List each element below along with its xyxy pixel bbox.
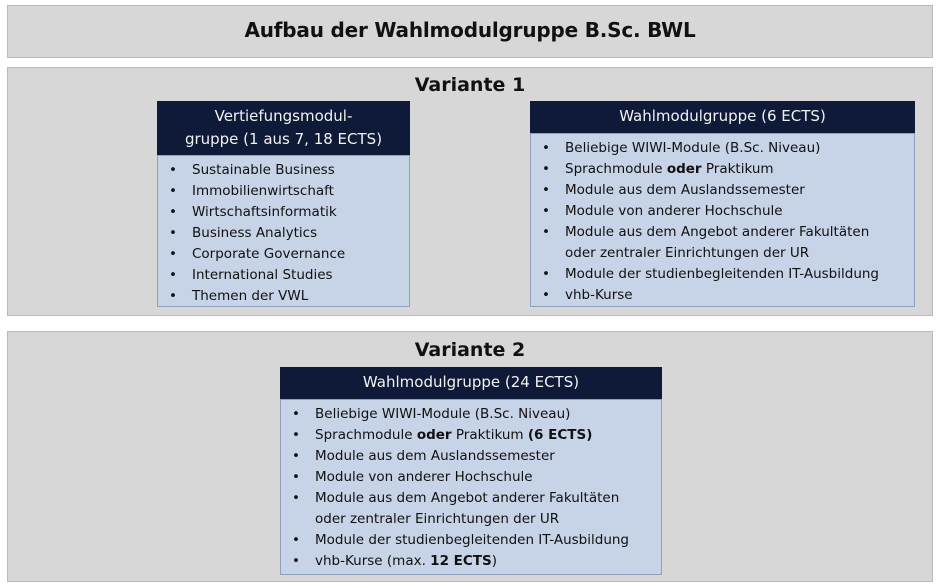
list-item: • Module aus dem Auslandssemester [287, 446, 657, 467]
vertiefungsmodulgruppe-header [157, 101, 410, 155]
list-item: • Module aus dem Auslandssemester [537, 180, 910, 201]
list-item: • Business Analytics [164, 223, 405, 244]
list-item: • International Studies [164, 265, 405, 286]
item-text: oder zentraler Einrichtungen der UR [315, 511, 560, 527]
page-title: Aufbau der Wahlmodulgruppe B.Sc. BWL [244, 18, 696, 42]
list-item: • Module der studienbegleitenden IT-Ausbildung [537, 264, 910, 285]
item-bold-text: oder [666, 161, 702, 177]
list-item: • Beliebige WIWI-Module (B.Sc. Niveau) [537, 138, 910, 159]
item-text: Praktikum [451, 427, 528, 443]
list-item: • Wirtschaftsinformatik [164, 202, 405, 223]
vertiefung-header-line2: gruppe (1 aus 7, 18 ECTS) [184, 130, 383, 148]
variante-1-panel [7, 67, 933, 316]
list-item: • Module von anderer Hochschule [287, 467, 657, 488]
item-bold-text: (6 ECTS) [527, 427, 593, 443]
vertiefung-header-line1: Vertiefungsmodul- [214, 107, 353, 125]
item-text: Module aus dem Angebot anderer Fakultäten [315, 490, 620, 506]
wahlmodulgruppe-24-box [280, 367, 662, 575]
item-text: Sprachmodule [565, 161, 667, 177]
item-text: Praktikum [701, 161, 774, 177]
item-text: Module aus dem Angebot anderer Fakultäten [565, 224, 870, 240]
wahlmodulgruppe-24-list-panel [280, 399, 662, 575]
item-text: vhb-Kurse (max. [315, 553, 431, 569]
variante-2-title: Variante 2 [414, 339, 526, 361]
vertiefungsmodulgruppe-box [157, 101, 410, 307]
wahlmodul-24-list [287, 404, 657, 572]
list-item [287, 551, 657, 572]
list-item: • vhb-Kurse [537, 285, 910, 306]
list-item [287, 488, 657, 530]
list-item: • Module der studienbegleitenden IT-Ausbildung [287, 530, 657, 551]
vertiefung-list [164, 160, 405, 307]
variante-1-title: Variante 1 [414, 74, 526, 96]
list-item: • Themen der VWL [164, 286, 405, 307]
vertiefungsmodulgruppe-list-panel [157, 155, 410, 307]
variante-2-panel [7, 331, 933, 582]
list-item [287, 425, 657, 446]
wahlmodulgruppe-6-list-panel [530, 133, 915, 307]
item-bold-text: oder [416, 427, 452, 443]
item-bold-text: 12 ECTS [430, 553, 492, 569]
title-banner [7, 5, 933, 58]
wahlmodulgruppe-24-header: Wahlmodulgruppe (24 ECTS) [280, 367, 662, 399]
wahlmodulgruppe-6-header: Wahlmodulgruppe (6 ECTS) [530, 101, 915, 133]
list-item: • Module von anderer Hochschule [537, 201, 910, 222]
wahlmodul-6-list [537, 138, 910, 306]
wahlmodulgruppe-6-box [530, 101, 915, 307]
item-text: oder zentraler Einrichtungen der UR [565, 245, 810, 261]
list-item: • Immobilienwirtschaft [164, 181, 405, 202]
list-item: • Beliebige WIWI-Module (B.Sc. Niveau) [287, 404, 657, 425]
list-item [537, 222, 910, 264]
list-item [537, 159, 910, 180]
list-item: • Corporate Governance [164, 244, 405, 265]
item-text: ) [491, 553, 498, 569]
list-item: • Sustainable Business [164, 160, 405, 181]
item-text: Sprachmodule [315, 427, 417, 443]
